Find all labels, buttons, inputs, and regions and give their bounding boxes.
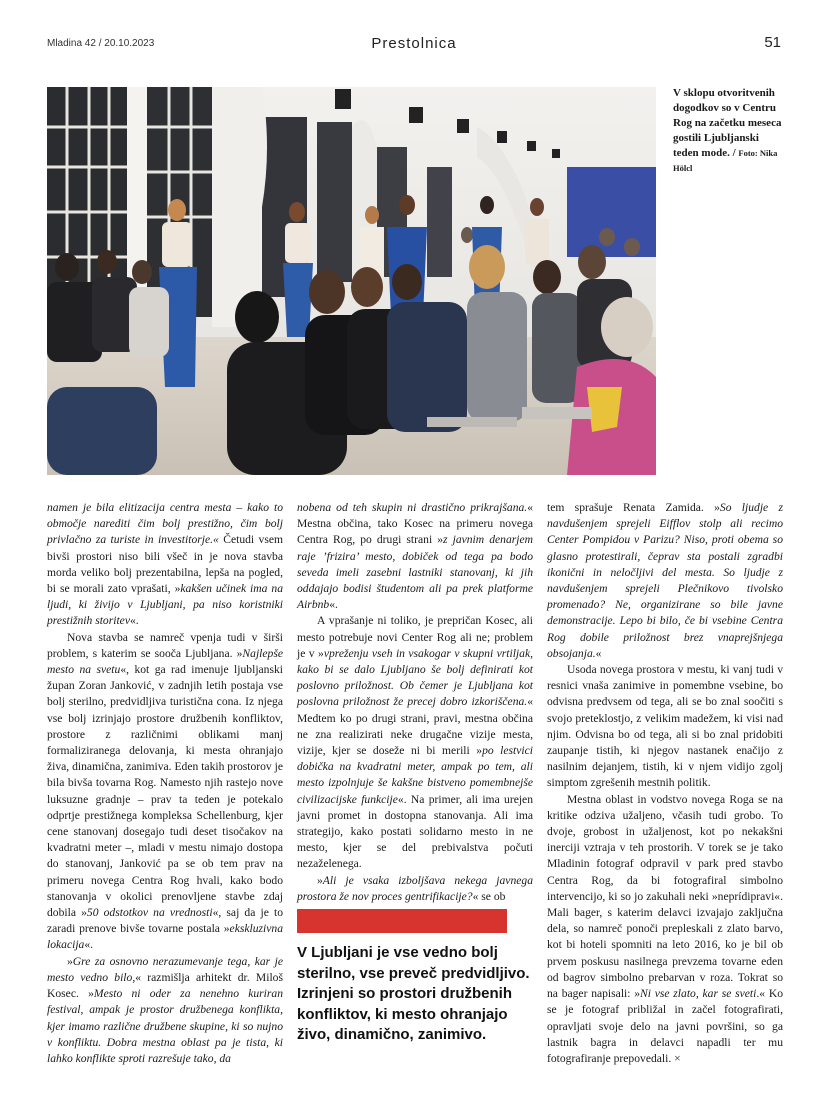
page-header	[47, 34, 781, 58]
body-text: « se ob	[472, 889, 506, 903]
body-text: .« Ko se je fotograf približal in začel fotografirati, opravljati svoje delo na javni površini, so ga lastnik bagra in delavci napadli ter mu fotografiranje prepovedali. ×	[547, 987, 783, 1065]
quote-text: Gre za osnovno nerazumevanje tega, kar je mesto vedno bilo,	[47, 954, 283, 984]
quote-text: Ni vse zlato, kar se sveti	[640, 987, 757, 1001]
section-title: Prestolnica	[371, 35, 457, 52]
body-text: «	[595, 646, 602, 660]
article-column-2	[297, 500, 533, 905]
article-paragraph	[547, 662, 783, 792]
photo-caption	[673, 86, 783, 176]
quote-text: namen je bila elitizacija centra mesta – kako to območje narediti čim bolj prestižno, čim bolj privlačno za turiste in investitorje.«	[47, 501, 283, 547]
photo-credit: Foto: Nika Hölcl	[673, 148, 778, 173]
body-text: « Medtem ko po drugi strani, pravi, mestna občina ne zna realizirati neke drugačne vizije mesta, vizije, kjer se doseže ni bi merili »	[297, 695, 533, 758]
quote-text: Ali je vsaka izboljšava nekega javnega prostora že nov proces gentrifikacije?	[297, 873, 533, 903]
quote-text: So ljudje z navdušenjem sprejeli Eifflov stolp ali recimo Center Pompidou v Parizu? Niso, proti obema so glasno protestirali, čeprav sta postali zgradbi ikonični in neločljivi del mesta. So ljudje z navdušenjem sprejeli Plečnikovo tivolsko promenado? Ne, organizirane so bile javne demonstracije. Lepo bi bilo, če bi vsebine Centra Rog dobile priložnost brez vnaprejšnjega obsojanja.	[547, 501, 784, 660]
issue-info: Mladina 42 / 20.10.2023	[47, 38, 155, 49]
body-text: »	[317, 873, 323, 887]
body-text: tem sprašuje Renata Zamida. »	[547, 501, 720, 514]
article-column-3	[547, 500, 783, 1067]
article-paragraph	[547, 792, 783, 1067]
quote-text: 50 odstotkov na vrednosti	[86, 906, 213, 920]
quote-text: Najlepše mesto na svetu	[47, 646, 283, 677]
quote-text: ekskluzivna lokacija	[47, 922, 283, 952]
body-text: Mestna oblast in vodstvo novega Roga se na kritike odziva užaljeno, včasih tudi grobo. To dvoje, grobost in užaljenost, kot po nekakšni inerciji vztraja v teh prostorih. V torek se je tako Mladinin fotograf odpravil v park pred stavbo Centra Rog, da bi fotografiral simbolno intervencijo, ki so jo zakuhali neki »neprídipravi«. Mali bager, s katerim delavci izvajajo zaključna dela, so namreč ponoči prepleskali z zlato barvo, kot bi hoteli spomniti na leto 2016, ko je bil ob prvem poskusu nasilnega prevzema tovarne eden od bagrov simbolno prebarvan v roza. Tokrat so na bager napisali: »	[547, 792, 783, 1001]
quote-text: po lestvici dobička na kvadratni meter, ampak po tem, ali mesto izpolnjuje še kakšne bistveno pomembnejše civilizacijske funkcije	[297, 744, 534, 806]
article-paragraph	[297, 873, 533, 905]
article-paragraph	[547, 500, 783, 662]
quote-text: Mesto ni oder za nenehno kuriran festival, ampak je prostor družbenega konflikta, kjer imamo različne družbene skupine, ki so nujno v konfliktu. Dobra mestna oblast pa je tista, ki lahko konflikte sproti razrešuje tako, da	[47, 987, 283, 1065]
body-text: Usoda novega prostora v mestu, ki vanj tudi v resnici vnaša zanimive in pomembne vsebine, bo odvisna predvsem od tega, ali se bo znal soočiti s svojo preteklostjo, z velikim madežem, ki visi nad njim. Odvisna bo od tega, ali si bo znal pridobiti zaupanje tistih, ki njegov nastanek enačijo z nasilnim dejanjem, tistih, ki v njem vidijo zgolj simptom zgrešenih mestnih politik.	[547, 663, 783, 790]
body-text: Četudi vsem bivši prostori niso bili všeč in je nova stavba morda veliko bolj prezentabilna, lepša na pogled, bi se morali zato vprašati, »	[47, 533, 284, 596]
body-text: «.	[84, 938, 94, 952]
article-paragraph	[47, 500, 283, 630]
body-text: »	[67, 954, 73, 968]
body-text: «.	[329, 598, 338, 612]
body-text: «. Na primer, ali ima urejen javni promet in dostopna stanovanja. Ali ima strategijo, kako postati solidarno mesto in ne mesto, kjer se del prebivalstva počuti nezaželenega.	[297, 792, 533, 871]
article-paragraph	[297, 613, 533, 872]
body-text: «, saj da je to zaradi prenove bivše tovarne postala »	[47, 906, 283, 936]
quote-text: vpreženju vseh in vsakogar v skupni vrtiljak, kako bi se dalo Ljubljano še bolj definirati kot poslovno priložnost. Ob čemer je Ljubljana kot poslovna priložnost že precej dobro izkoriščena.	[297, 646, 533, 709]
article-paragraph	[47, 954, 283, 1067]
article-column-1	[47, 500, 283, 1067]
body-text: Nova stavba se namreč vpenja tudi v širši problem, s katerim se sooča Ljubljana. »	[47, 630, 283, 660]
fashion-show-photo	[47, 87, 656, 475]
body-text: «, kot ga rad imenuje ljubljanski župan Zoran Janković, v zadnjih letih postaja vse bolj sterilno, predvidljiva turistična cona. Iz njega vse bolj izrinjajo prostore družbenih konfliktov, prostore z različnimi oblikami manj formaliziranega delovanja, ki mesta ohranjajo živa, dinamična, zanimiva. Eden takih prostorov je bila bivša tovarna Rog. Namesto njih rastejo nove luksuzne gradnje – prav ta teden je potekalo odprtje prestižnega kompleksa Schellenburg, kjer cene stanovanj dosegajo tudi deset tisočakov na kvadratni meter –, mladi v mestu nimajo dostopa do stanovanj, Janković pa se ob tem prav na primeru novega Centra Rog hvali, kako bodo stanovanja v okolici prenovljene stavbe zdaj dobila »	[47, 663, 284, 920]
body-text: A vprašanje ni toliko, je prepričan Kosec, ali mesto potrebuje novi Center Rog ali ne; problem je v »	[297, 614, 533, 660]
body-text: « Mestna občina, tako Kosec na primeru novega Centra Rog, po drugi strani »	[297, 501, 533, 547]
body-text: «.	[129, 614, 139, 628]
body-text: « razmišlja arhitekt dr. Miloš Kosec. »	[47, 970, 283, 1001]
quote-text: kakšen učinek ima na ljudi, ki živijo v Ljubljani, pa niso koristniki prestižnih storitev	[47, 582, 283, 628]
caption-text: V sklopu otvoritvenih dogodkov so v Centru Rog na začetku meseca gostili Ljubljanski teden mode. /	[673, 87, 782, 159]
pullquote-accent-bar	[297, 909, 507, 933]
article-paragraph	[47, 630, 283, 954]
quote-text: nobena od teh skupin ni drastično prikrajšana.	[297, 501, 528, 514]
quote-text: z javnim denarjem raje ’frizira’ mesto, dobiček od tega pa bodo seveda imeli zasebni lastniki stanovanj, ki jih oddajajo bodisi študentom ali pa prek platforme Airbnb	[297, 533, 533, 612]
pullquote: V Ljubljani je vse vedno bolj sterilno, vse preveč predvidljivo. Izrinjeni so prostori družbenih konfliktov, ki mesto ohranjajo živo, dinamično, zanimivo.	[297, 944, 530, 1043]
article-paragraph	[297, 500, 533, 613]
page-number: 51	[764, 34, 781, 51]
